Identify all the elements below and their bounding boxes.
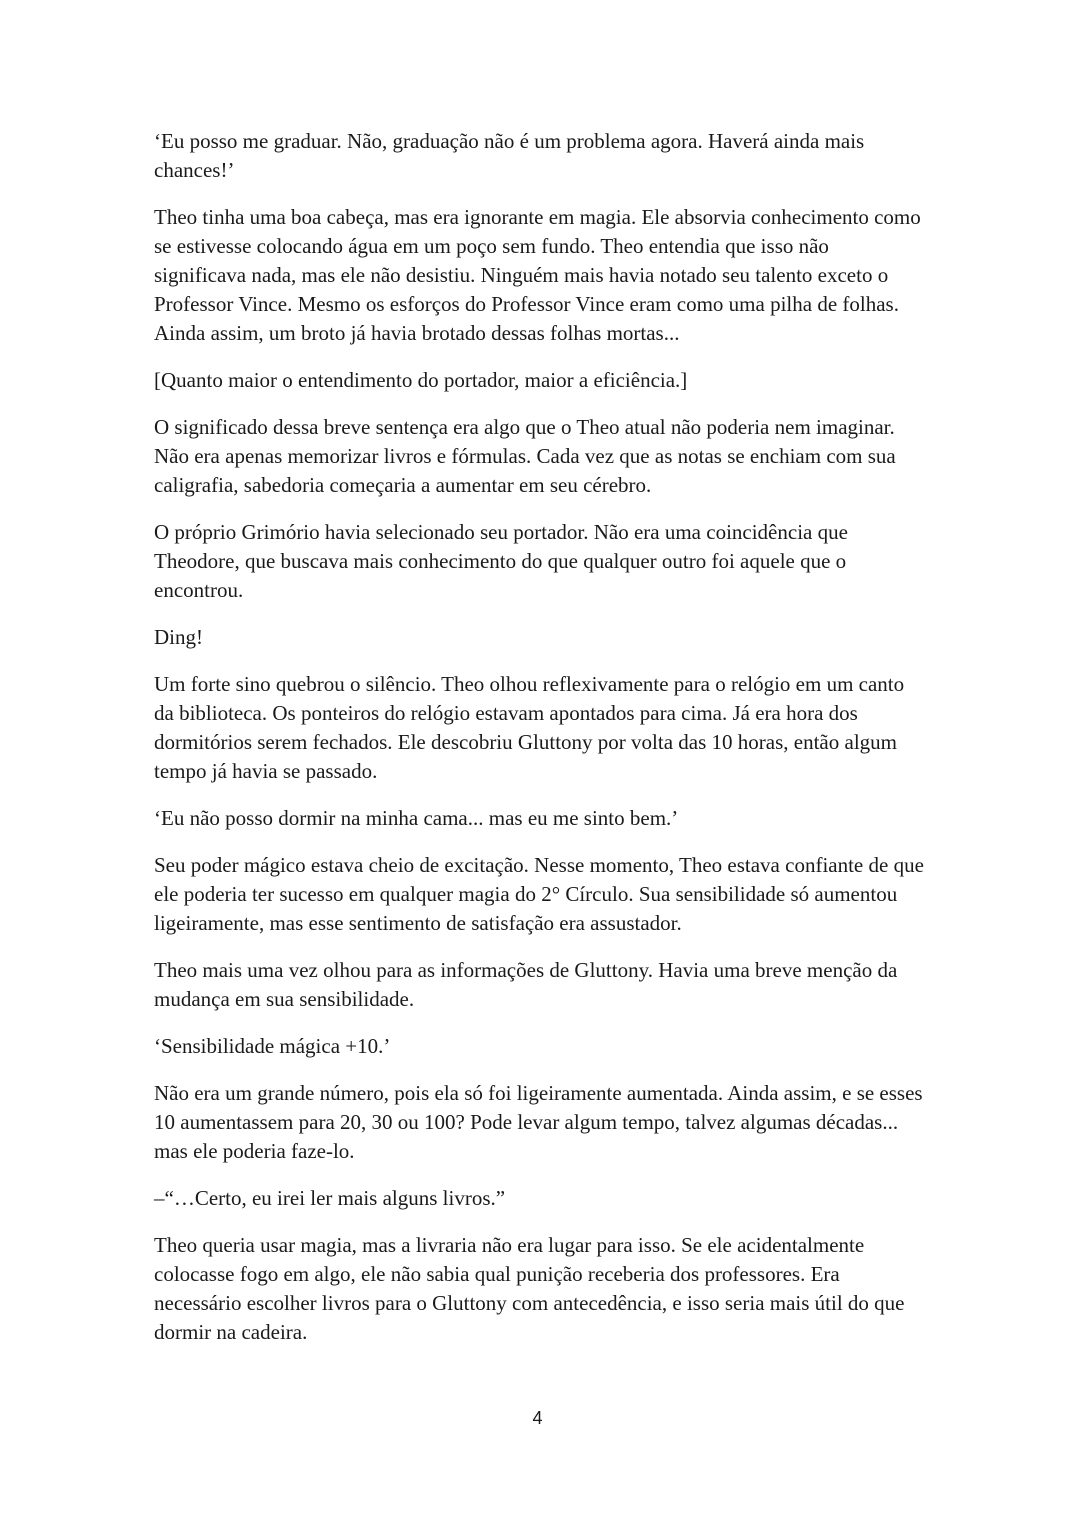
paragraph-2: Theo tinha uma boa cabeça, mas era ignorante em magia. Ele absorvia conhecimento como se estivesse colocando água em um poço sem fundo. Theo entendia que isso não significava nada, mas ele não desistiu. Ninguém mais havia notado seu talento exceto o Professor Vince. Mesmo os esforços do Professor Vince eram como uma pilha de folhas. Ainda assim, um broto já havia brotado dessas folhas mortas... [154, 205, 921, 345]
paragraph-6: Ding! [154, 625, 203, 649]
paragraph-7: Um forte sino quebrou o silêncio. Theo olhou reflexivamente para o relógio em um canto da biblioteca. Os ponteiros do relógio estavam apontados para cima. Já era hora dos dormitórios serem fechados. Ele descobriu Gluttony por volta das 10 horas, então algum tempo já havia se passado. [154, 672, 905, 783]
paragraph-10: Theo mais uma vez olhou para as informações de Gluttony. Havia uma breve menção da mudança em sua sensibilidade. [154, 958, 898, 1011]
paragraph-4: O significado dessa breve sentença era algo que o Theo atual não poderia nem imaginar. Não era apenas memorizar livros e fórmulas. Cada vez que as notas se enchiam com sua caligrafia, sabedoria começaria a aumentar em seu cérebro. [154, 415, 896, 497]
body-text [154, 127, 924, 1365]
page-number: 4 [532, 1408, 543, 1428]
paragraph-5: O próprio Grimório havia selecionado seu portador. Não era uma coincidência que Theodore, que buscava mais conhecimento do que qualquer outro foi aquele que o encontrou. [154, 520, 848, 602]
paragraph-14: Theo queria usar magia, mas a livraria não era lugar para isso. Se ele acidentalmente colocasse fogo em algo, ele não sabia qual punição receberia dos professores. Era necessário escolher livros para o Gluttony com antecedência, e isso seria mais útil do que dormir na cadeira. [154, 1233, 905, 1344]
paragraph-13: –“…Certo, eu irei ler mais alguns livros.” [154, 1186, 506, 1210]
paragraph-11: ‘Sensibilidade mágica +10.’ [154, 1034, 391, 1058]
paragraph-1: ‘Eu posso me graduar. Não, graduação não é um problema agora. Haverá ainda mais chances!’ [154, 129, 865, 182]
paragraph-12: Não era um grande número, pois ela só foi ligeiramente aumentada. Ainda assim, e se esses 10 aumentassem para 20, 30 ou 100? Pode levar algum tempo, talvez algumas décadas... mas ele poderia faze-lo. [154, 1081, 923, 1163]
paragraph-3: [Quanto maior o entendimento do portador, maior a eficiência.] [154, 368, 688, 392]
paragraph-8: ‘Eu não posso dormir na minha cama... mas eu me sinto bem.’ [154, 806, 679, 830]
paragraph-9: Seu poder mágico estava cheio de excitação. Nesse momento, Theo estava confiante de que ele poderia ter sucesso em qualquer magia do 2° Círculo. Sua sensibilidade só aumentou ligeiramente, mas esse sentimento de satisfação era assustador. [154, 853, 924, 935]
